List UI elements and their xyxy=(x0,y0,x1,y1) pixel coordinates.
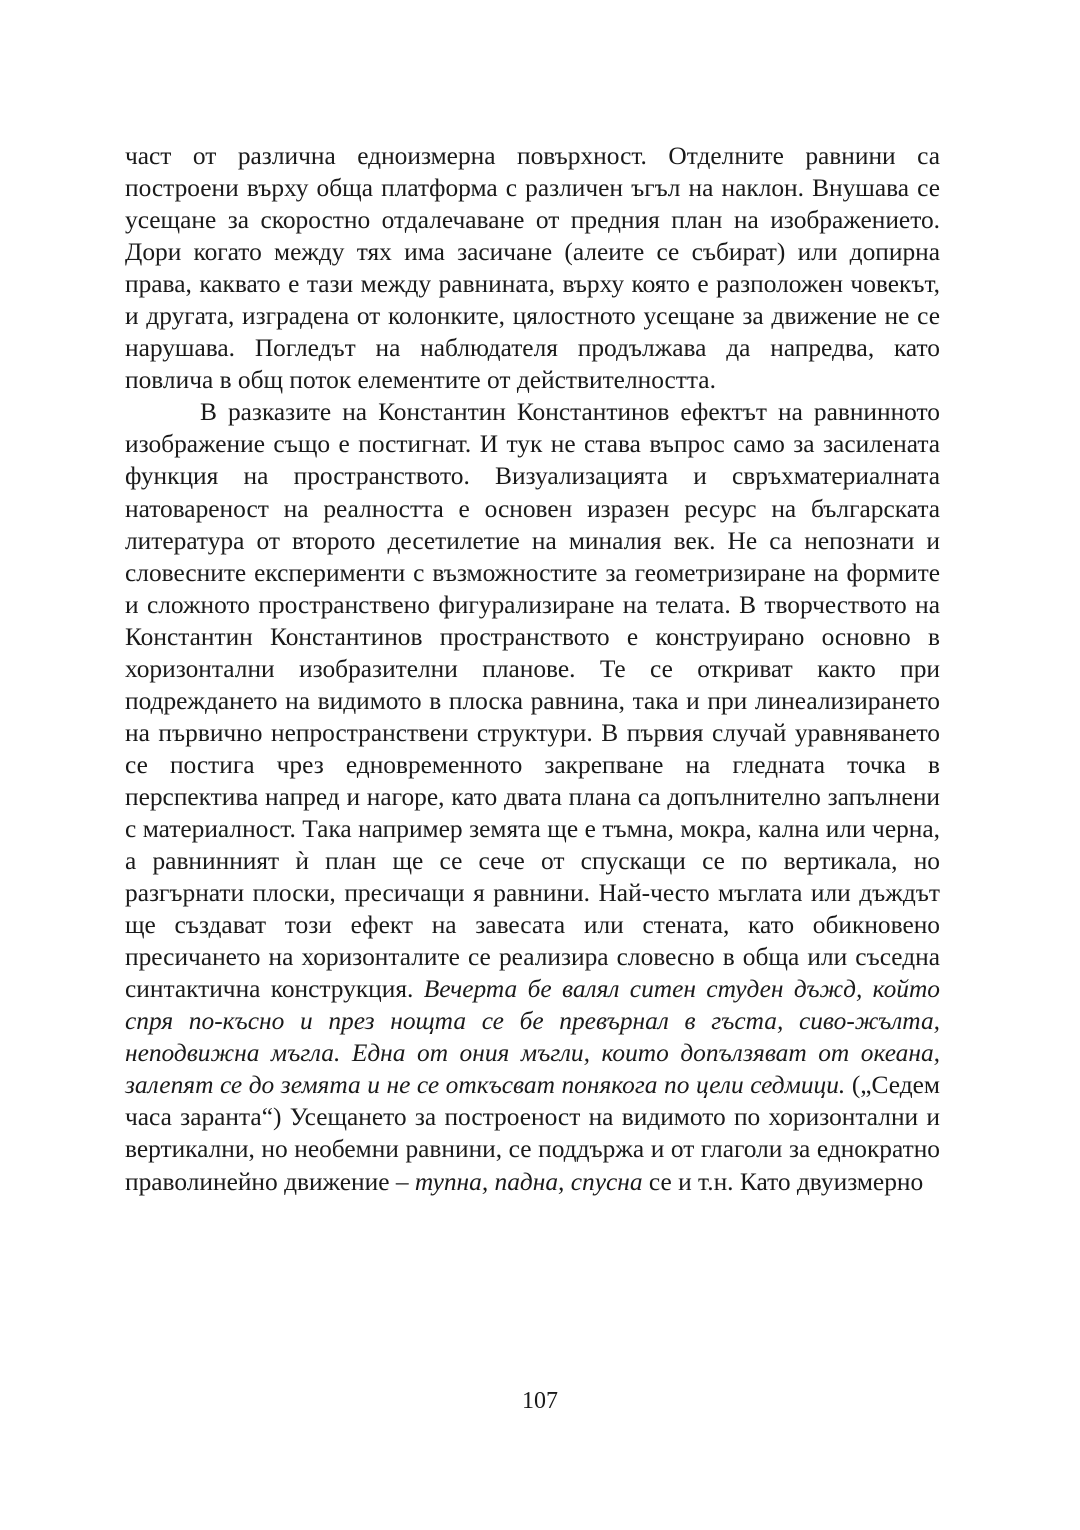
paragraph-2-text-c: се и т.н. Като двуизмерно xyxy=(642,1167,924,1196)
page-number: 107 xyxy=(522,1388,558,1414)
paragraph-2-quote: Вечерта бе валял ситен студен дъжд, който спря по-късно и през нощта се бе превърнал в гъста, сиво-жълта, неподвижна мъгла. Една от ония мъгли, които допълзяват от океана, залепят се до земята и не се откъсват понякога по цели седмици. xyxy=(125,975,940,1100)
page-body xyxy=(125,140,940,1198)
paragraph-2-text-b: („Седем часа заранта“) Усещането за построеност на видимото по хоризонтални и вертикални, но необемни равнини, се поддържа и от глаголи за еднократно праволинейно движение – xyxy=(125,1071,940,1196)
paragraph-2 xyxy=(125,396,940,1197)
paragraph-1 xyxy=(125,140,940,396)
paragraph-2-verbs: тупна, падна, спусна xyxy=(414,1167,643,1196)
paragraph-1-text: част от различна едноизмерна повърхност. Отделните равнини са построени върху обща платформа с различен ъгъл на наклон. Внушава се усещане за скоростно отдалечаване от предния план на изображението. Дори когато между тях има засичане (алеите се събират) или допирна права, каквато е тази между равнината, върху която е разположен човекът, и другата, изградена от колонките, цялостното усещане за движение не се нарушава. Погледът на наблюдателя продължава да напредва, като повлича в общ поток елементите от действителността. xyxy=(125,142,940,395)
paragraph-2-text-a: В разказите на Константин Константинов ефектът на равнинното изображение също е постигнат. И тук не става въпрос само за засилената функция на пространството. Визуализацията и свръхматериалната натовареност на реалността е основен изразен ресурс на българската литература от второто десетилетие на миналия век. Не са непознати и словесните експерименти с възможностите за геометризиране на формите и сложното пространствено фигурализиране на телата. В творчеството на Константин Константинов пространството е конструирано основно в хоризонтални изобразителни планове. Те се откриват както при подреждането на видимото в плоска равнина, така и при линеализирането на първично непространствени структури. В първия случай уравняването се постига чрез едновременното закрепване на гледната точка в перспектива напред и нагоре, като двата плана са допълнително запълнени с материалност. Така например земята ще е тъмна, мокра, кална или черна, а равнинният ѝ план ще се сече от спускащи се по вертикала, но разгърнати плоски, пресичащи я равнини. Най-често мъглата или дъждът ще създават този ефект на завесата или стената, като обикновено пресичането на хоризонталите се реализира словесно в обща или съседна синтактична конструкция. xyxy=(125,398,940,1004)
